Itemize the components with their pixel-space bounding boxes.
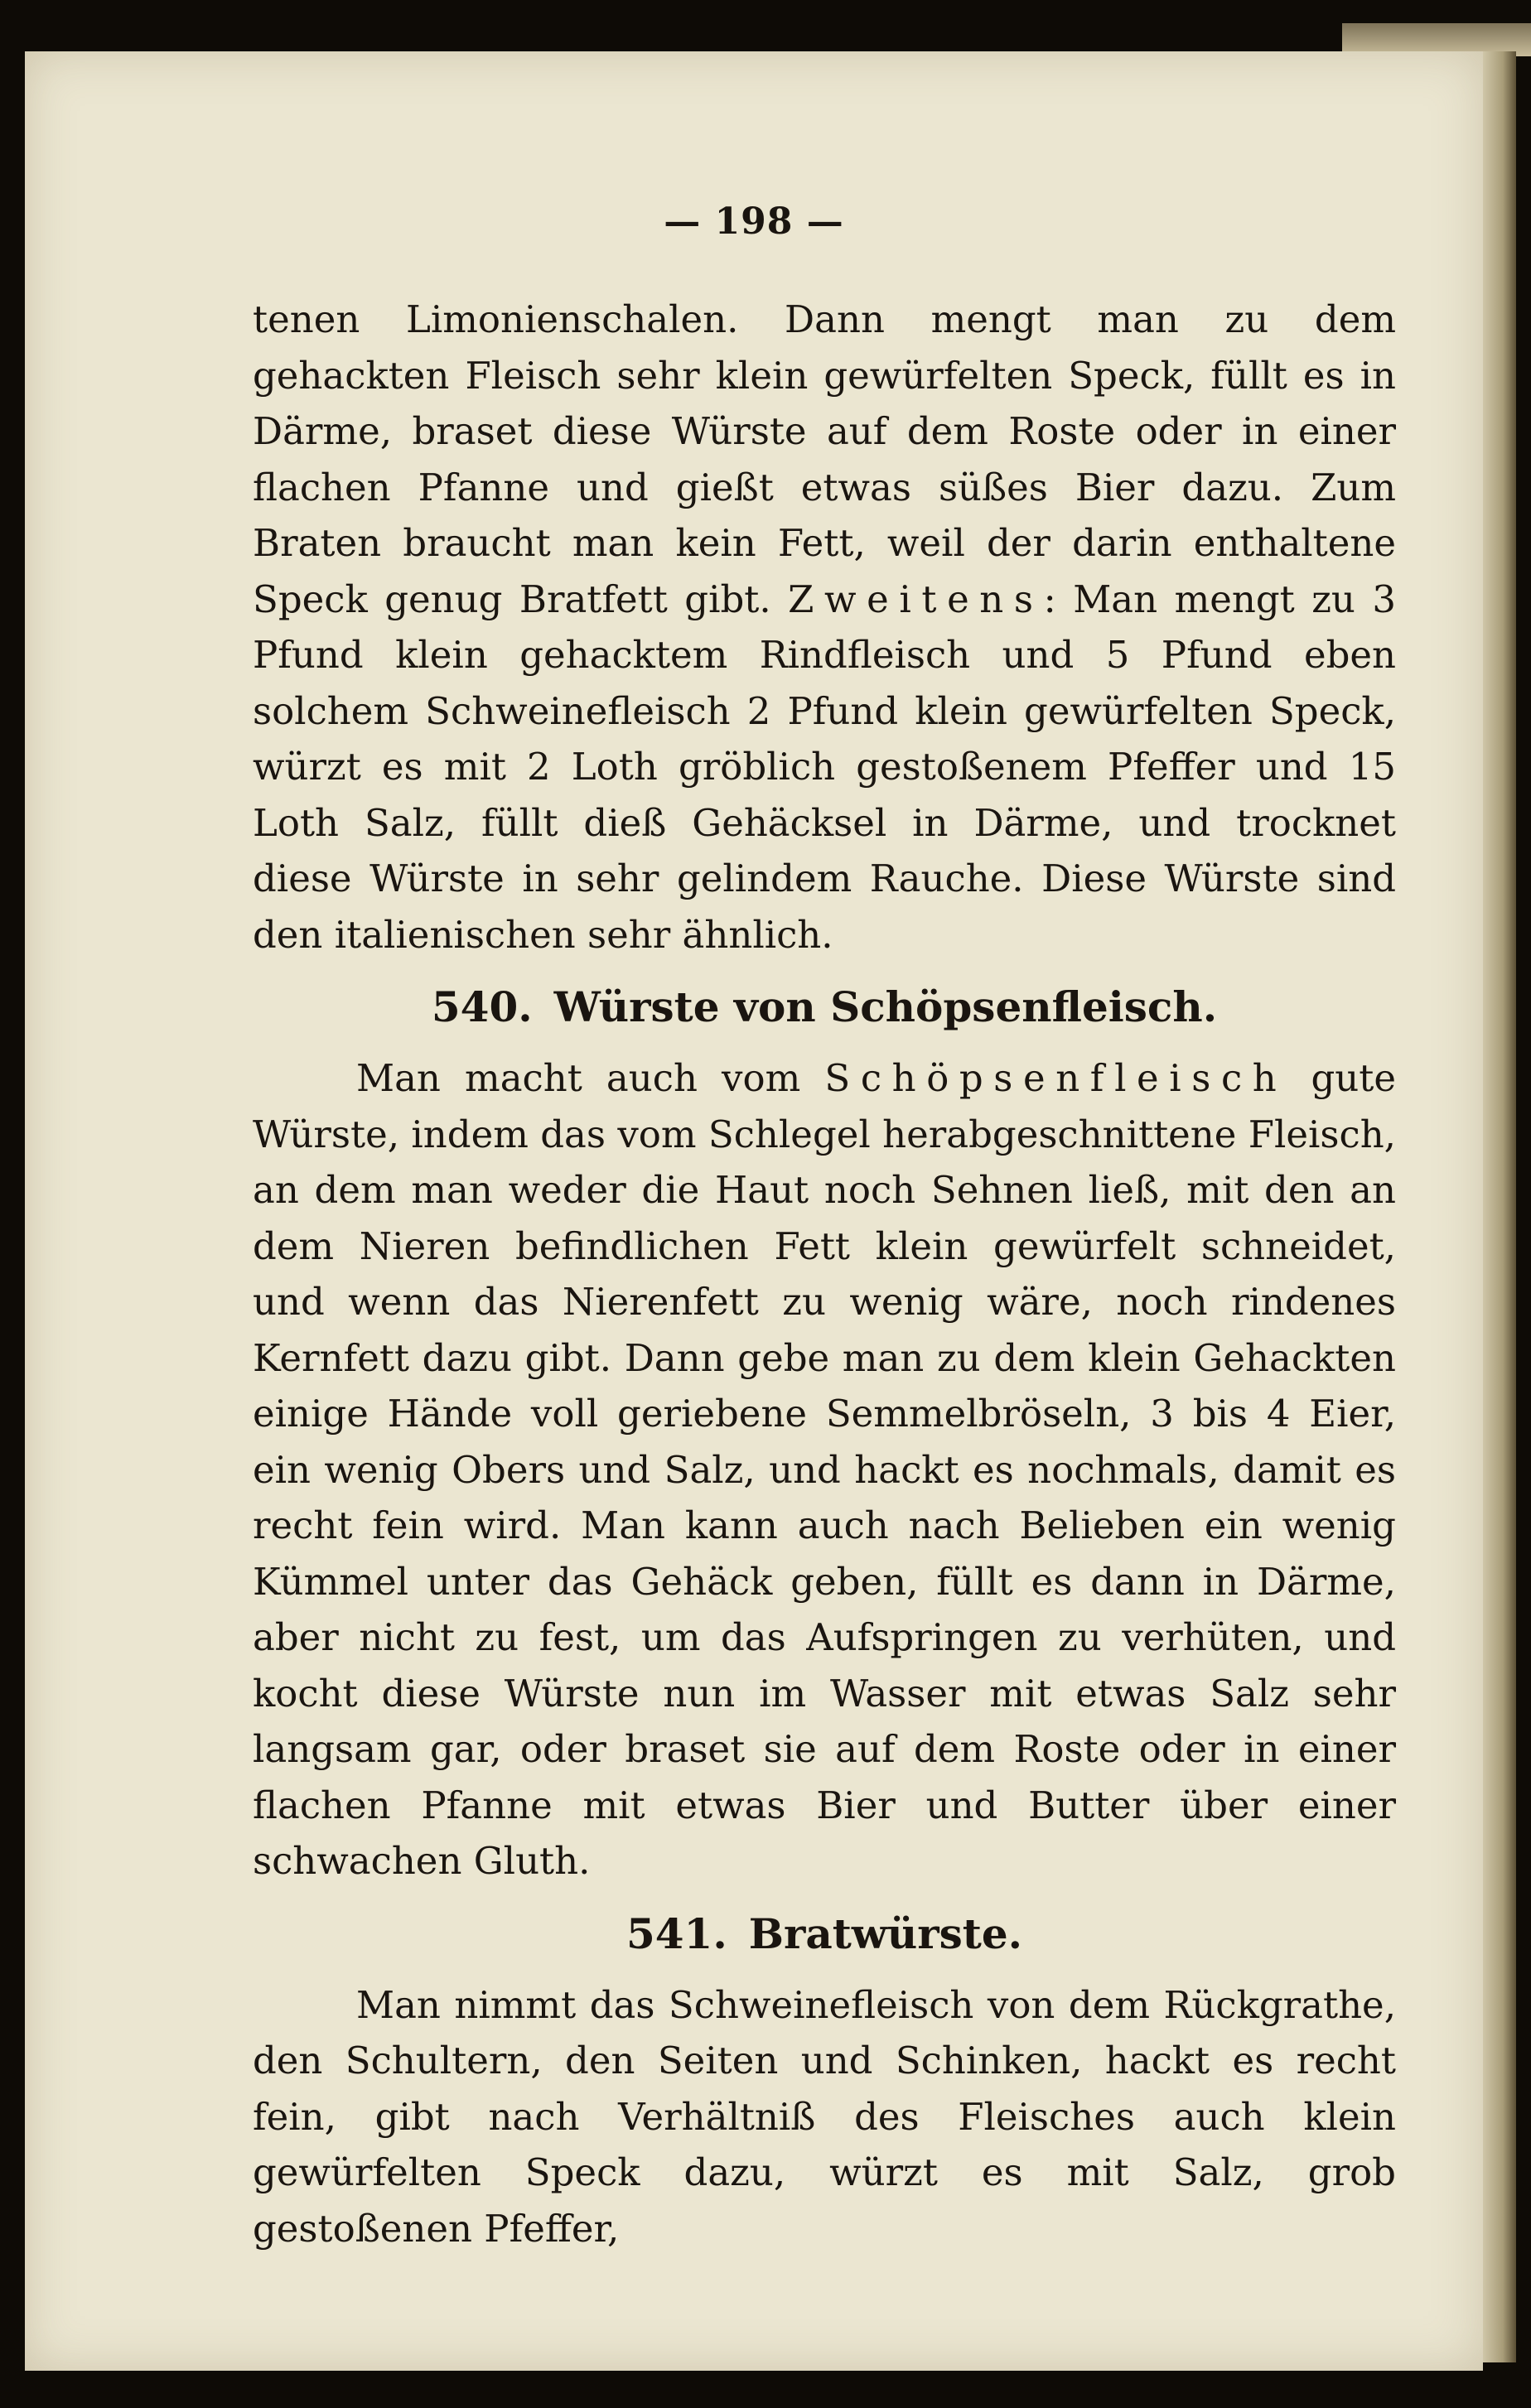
paragraph-text: Man macht auch vom (356, 1056, 825, 1100)
paragraph-text: : Man mengt zu 3 Pfund klein gehacktem Rindfleisch und 5 Pfund eben solchem Schweinefleisch 2 Pfund klein gewürfelten Speck, würzt es mit 2 Loth gröblich gestoßenem Pfeffer und 15 Loth Salz, füllt dieß Gehäcksel in Därme, und trocknet diese Würste in sehr gelindem Rauche. Diese Würste sind den italienischen sehr ähnlich. (253, 577, 1397, 957)
paragraph-541: Man nimmt das Schweinefleisch von dem Rückgrathe, den Schultern, den Seiten und Schinken, hackt es recht fein, gibt nach Verhältniß des Fleisches auch klein gewürfelten Speck dazu, würzt es mit Salz, grob gestoßenen Pfeffer, (253, 1982, 1396, 2251)
book-page (25, 51, 1483, 2371)
emphasized-word: Zweitens (788, 577, 1044, 621)
paragraph-text: gute Würste, indem das vom Schlegel herabgeschnittene Fleisch, an dem man weder die Haut noch Sehnen ließ, mit den an dem Nieren befindlichen Fett klein gewürfelt schneidet, und wenn das Nierenfett zu wenig wäre, noch rindenes Kernfett dazu gibt. Dann gebe man zu dem klein Gehackten einige Hände voll geriebene Semmelbröseln, 3 bis 4 Eier, ein wenig Obers und Salz, und hackt es nochmals, damit es recht fein wird. Man kann auch nach Belieben ein wenig Kümmel unter das Gehäck geben, füllt es dann in Därme, aber nicht zu fest, um das Aufspringen zu verhüten, und kocht diese Würste nun im Wasser mit etwas Salz sehr langsam gar, oder braset sie auf dem Roste oder in einer flachen Pfanne mit etwas Bier und Butter über einer schwachen Gluth. (253, 1056, 1396, 1883)
paragraph-text: tenen Limonienschalen. Dann mengt man zu dem gehackten Fleisch sehr klein gewürfelten Speck, füllt es in Därme, braset diese Würste auf dem Roste oder in einer flachen Pfanne und gießt etwas süßes Bier dazu. Zum Braten braucht man kein Fett, weil der darin enthaltene Speck genug Bratfett gibt. (253, 297, 1396, 621)
emphasized-word: Schöpsenfleisch (824, 1056, 1287, 1100)
paragraph-540 (253, 1050, 1396, 1889)
page-number: — 198 — (664, 200, 844, 243)
page-edge-right (1483, 51, 1516, 2362)
recipe-heading-541 (253, 1904, 1396, 1964)
recipe-title: Bratwürste. (748, 1909, 1023, 1958)
recipe-number: 540. (431, 982, 533, 1031)
page-text (253, 292, 1396, 2256)
recipe-title: Würste von Schöpsenfleisch. (553, 982, 1218, 1031)
recipe-number: 541. (625, 1909, 727, 1958)
paragraph-continued (253, 292, 1396, 963)
recipe-heading-540 (253, 977, 1396, 1037)
